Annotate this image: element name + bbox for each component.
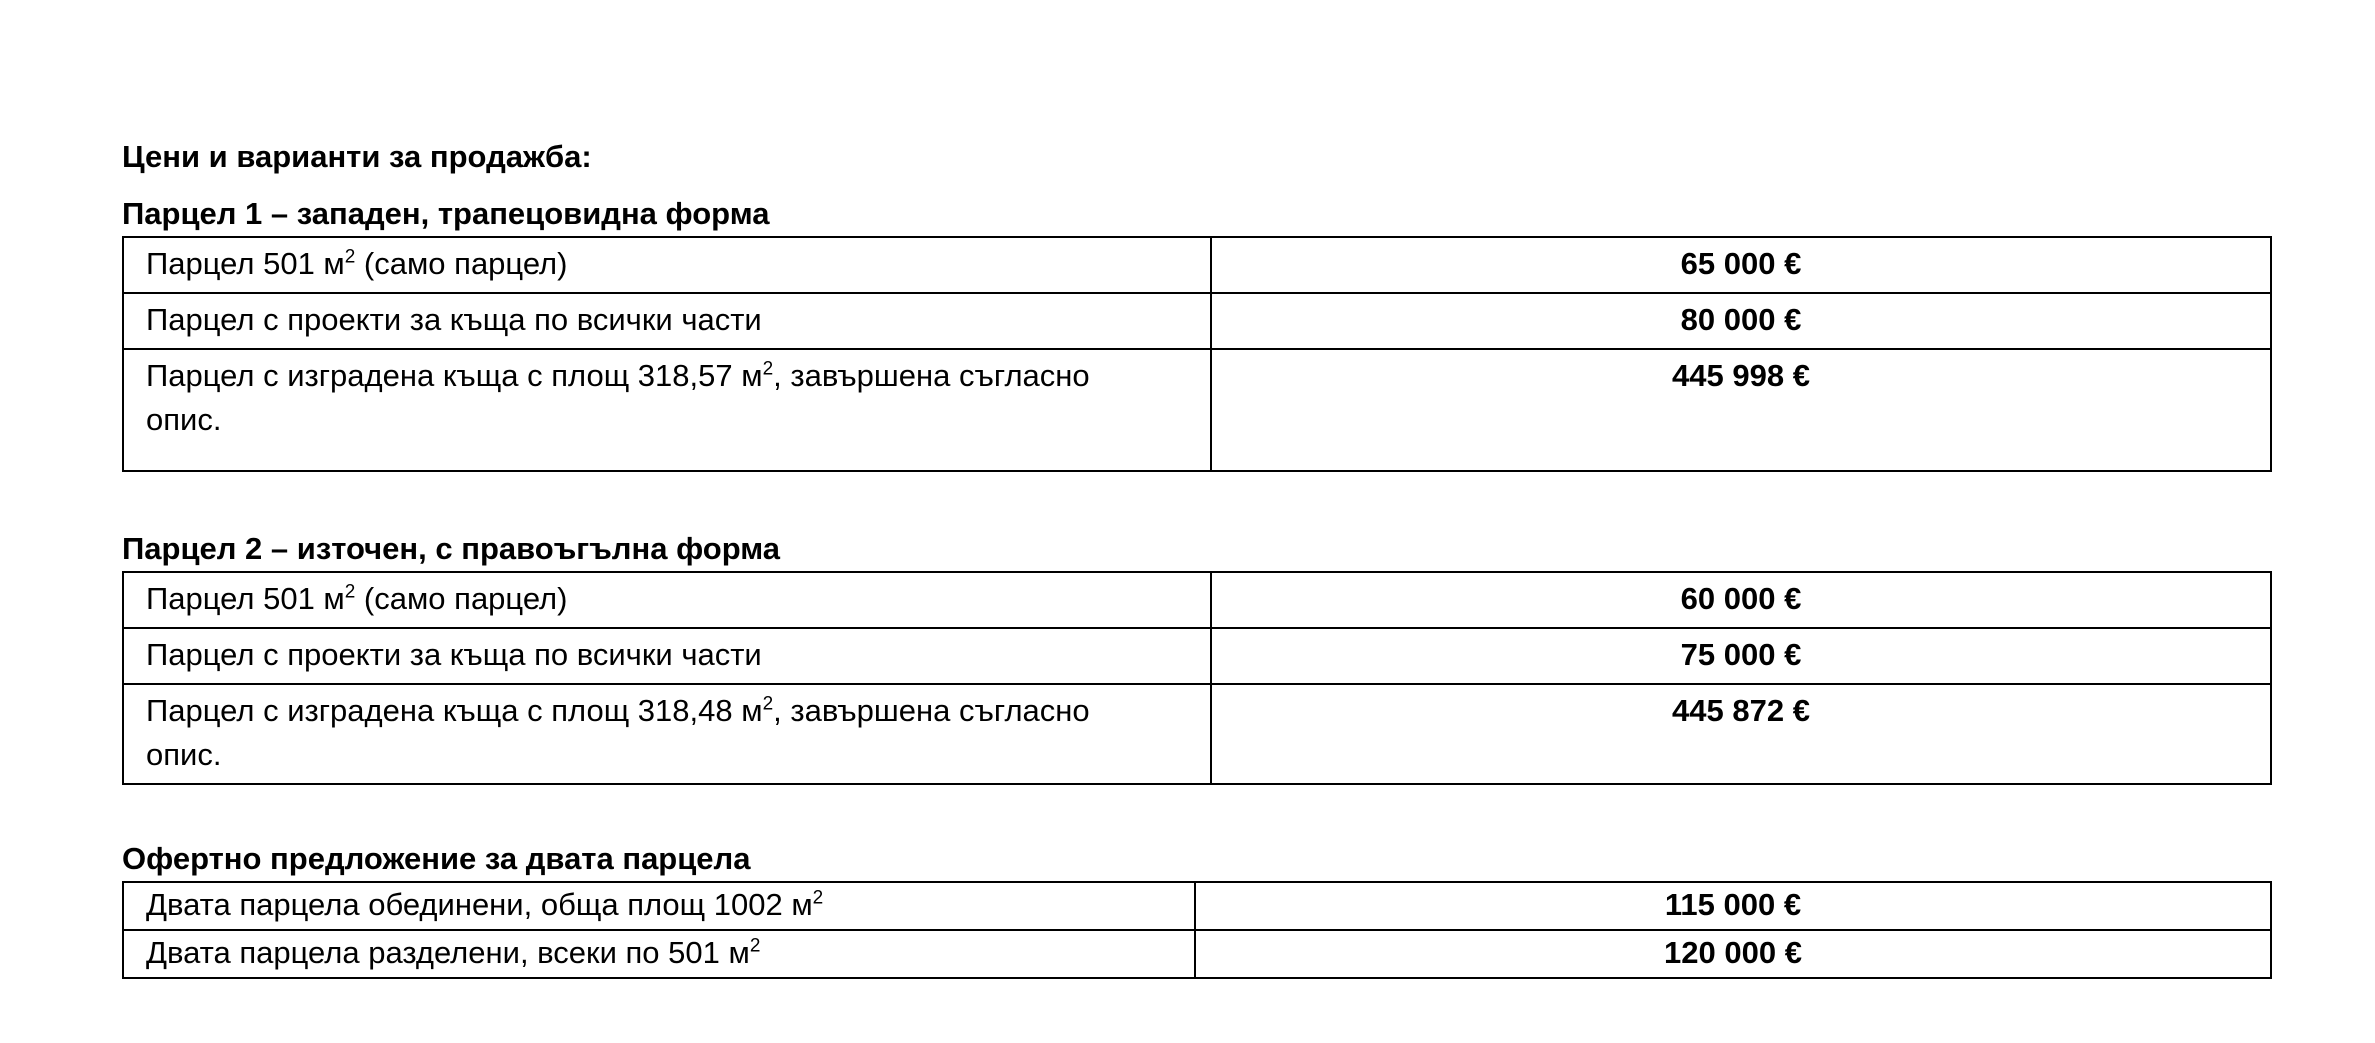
- row-description: Парцел с изградена къща с площ 318,48 $м^2$, завършена съгласно опис.: [123, 684, 1211, 784]
- row-price: 80 000 €: [1211, 293, 2271, 349]
- section-heading-parcel-1: Парцел 1 – западен, трапецовидна форма: [122, 196, 770, 231]
- table-row: [123, 237, 2271, 293]
- row-description: Парцел с изградена къща с площ 318,57 $м^2$, завършена съгласно опис.: [123, 349, 1211, 471]
- table-row: [123, 882, 2271, 930]
- row-description: Двата парцела обединени, обща площ 1002 $м^2$: [123, 882, 1195, 930]
- table-row: [123, 293, 2271, 349]
- row-description: Парцел с проекти за къща по всички части: [123, 293, 1211, 349]
- row-description: Парцел 501 $м^2$ (само парцел): [123, 572, 1211, 628]
- section-heading-parcel-2: Парцел 2 – източен, с правоъгълна форма: [122, 531, 781, 566]
- row-description: Парцел 501 $м^2$ (само парцел): [123, 237, 1211, 293]
- row-price: 75 000 €: [1211, 628, 2271, 684]
- price-table-offer: [122, 881, 2272, 979]
- row-price: 65 000 €: [1211, 237, 2271, 293]
- row-description: Парцел с проекти за къща по всички части: [123, 628, 1211, 684]
- table-row: [123, 684, 2271, 784]
- row-price: 120 000 €: [1195, 930, 2271, 978]
- document-title: Цени и варианти за продажба:: [122, 139, 592, 174]
- price-table-parcel-2: [122, 571, 2272, 785]
- table-row: [123, 628, 2271, 684]
- row-price: 115 000 €: [1195, 882, 2271, 930]
- row-price: 445 998 €: [1211, 349, 2271, 471]
- row-description: Двата парцела разделени, всеки по 501 $м^2$: [123, 930, 1195, 978]
- row-price: 445 872 €: [1211, 684, 2271, 784]
- section-heading-offer: Офертно предложение за двата парцела: [122, 841, 751, 876]
- table-row: [123, 572, 2271, 628]
- table-row: [123, 930, 2271, 978]
- price-table-parcel-1: [122, 236, 2272, 472]
- table-row: [123, 349, 2271, 471]
- row-price: 60 000 €: [1211, 572, 2271, 628]
